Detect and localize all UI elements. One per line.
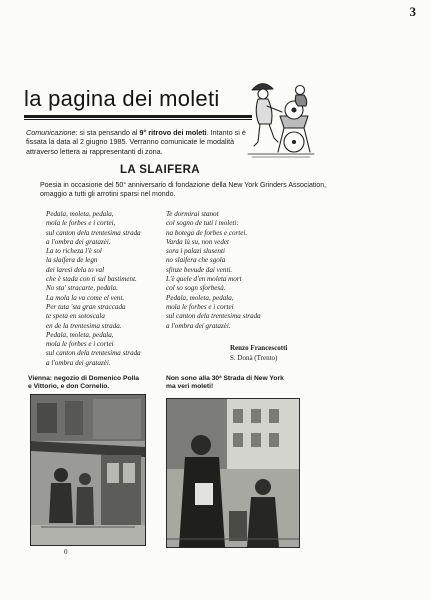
photo-caption-left: Vienna: negozio di Domenico Polla e Vittorio, e don Cornelio. bbox=[28, 375, 139, 391]
announcement bbox=[26, 128, 258, 156]
photo-caption-right: Non sono alla 30ª Strada di New York ma veri moleti! bbox=[166, 375, 284, 391]
poem-line: La to richeza l'è sol bbox=[46, 247, 102, 256]
poem-line: a l'ombra dei gratazèi. bbox=[46, 237, 111, 246]
photo-vienna-shop bbox=[30, 394, 146, 546]
author-place: S. Donà (Trento) bbox=[230, 353, 278, 362]
poem-line: sul canton dela trentesima strada bbox=[46, 349, 141, 358]
poem-line: L'è quele d'en moleta mort bbox=[166, 275, 242, 284]
announcement-text-1: : si sta pensando al bbox=[75, 128, 140, 137]
poem-line: sfinze bevude dai venti. bbox=[166, 265, 233, 274]
poem-title: LA SLAIFERA bbox=[120, 164, 200, 176]
poem-line: sul canton dela trentesima strada bbox=[166, 312, 261, 321]
poem-line: dei laresi dela to val bbox=[46, 265, 105, 274]
poem-line: na botega de forbes e cortei. bbox=[166, 228, 248, 237]
poem-line: Pedala, moleta, pedala, bbox=[46, 210, 114, 218]
poem-line: col so sogn sforbesà. bbox=[166, 284, 226, 293]
author-name: Renzo Francescotti bbox=[230, 344, 288, 352]
poem-line: Pedala, moleta, pedala, bbox=[166, 293, 234, 302]
poem-line: la slaifera de legn bbox=[46, 256, 98, 265]
poem-line: Varda lù su, non vedet bbox=[166, 237, 229, 246]
poem-line: La mola la va come el vent. bbox=[46, 293, 125, 302]
poem-column-right bbox=[166, 210, 306, 331]
poem-line: col sogno de tuti i moleti: bbox=[166, 219, 239, 228]
poem-line: Per tuta 'sta gran straccada bbox=[46, 302, 126, 311]
poem-intro: Poesia in occasione del 50° anniversario di fondazione della New York Grinders Association, omaggio a tutti gli arrotini sparsi nel mondo. bbox=[40, 182, 327, 199]
announcement-text-2: . Intanto si è fissata la data al 2 giugno 1985. Verranno comunicate le modalità attraverso lettera ai rappresentanti di zona. bbox=[26, 128, 246, 156]
poem-signature bbox=[230, 344, 287, 363]
poem-line: No sta' stracarte, pedala. bbox=[46, 284, 118, 293]
poem-line: sora i palazi slusenti bbox=[166, 247, 225, 256]
page-number: 3 bbox=[409, 4, 416, 19]
photo-mark: 0 bbox=[64, 548, 68, 556]
poem-line: no slaifera che sgola bbox=[166, 256, 226, 265]
photo-new-york-grinders bbox=[166, 398, 300, 548]
poem-line: Te dormirai stanot bbox=[166, 210, 219, 218]
poem-line: mola le forbes e i cortei bbox=[46, 340, 114, 349]
poem-line: che è stada con ti sul bastiment. bbox=[46, 275, 137, 284]
poem-line: a l'ombra dei gratazèi. bbox=[46, 358, 111, 367]
poem-line: mola le forbes e i cortei bbox=[166, 302, 234, 311]
poem-line: Pedala, moleta, pedala, bbox=[46, 330, 114, 339]
poem-line: a l'ombra dei gratazèi. bbox=[166, 321, 231, 330]
announcement-highlight: 9° ritrovo dei moleti bbox=[139, 128, 207, 137]
section-title: la pagina dei moleti bbox=[24, 86, 220, 111]
poem-line: sul canton dela trentesima strada bbox=[46, 228, 141, 237]
poem-line: en de la trentesima strada. bbox=[46, 321, 122, 330]
title-underline bbox=[24, 115, 252, 120]
poem-column-left bbox=[46, 210, 176, 368]
poem-line: te speta en sotoscala bbox=[46, 312, 105, 321]
announcement-lead: Comunicazione bbox=[26, 128, 76, 137]
poem-line: mola le forbes e i cortei, bbox=[46, 219, 116, 228]
